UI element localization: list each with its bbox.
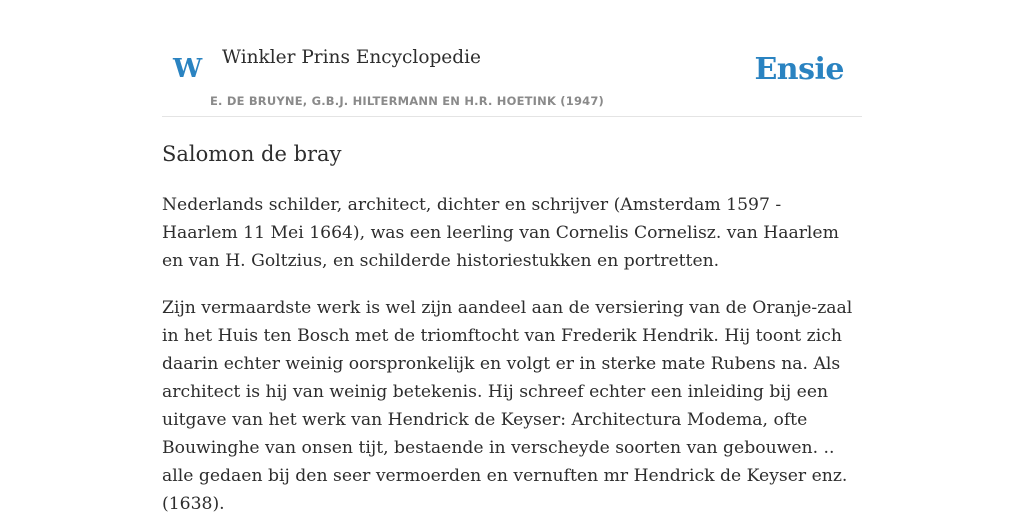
article-paragraph: Zijn vermaardste werk is wel zijn aandeel aan de versiering van de Oranje-zaal in het Huis ten Bosch met de triomftocht van Frederik Hendrik. Hij toont zich daarin echter weinig oorspronkelijk en volgt er in sterke mate Rubens na. Als architect is hij van weinig betekenis. Hij schreef echter een inleiding bij een uitgave van het werk van Hendrick de Keyser: Architectura Modema, ofte Bouwinghe van onsen tijt, bestaende in verscheyde soorten van gebouwen. .. alle gedaen bij den seer vermoerden en vernuften mr Hendrick de Keyser enz. (1638). xyxy=(162,298,853,512)
article-body xyxy=(162,191,862,512)
ensie-logo[interactable]: Ensie xyxy=(754,52,844,87)
article-title: Salomon de bray xyxy=(162,142,342,166)
source-header xyxy=(162,0,862,117)
source-title[interactable]: Winkler Prins Encyclopedie xyxy=(222,47,481,68)
article xyxy=(162,138,862,512)
source-authors: E. DE BRUYNE, G.B.J. HILTERMANN EN H.R. HOETINK (1947) xyxy=(210,94,605,108)
article-paragraph: Nederlands schilder, architect, dichter en schrijver (Amsterdam 1597 - Haarlem 11 Mei 1664), was een leerling van Cornelis Cornelisz. van Haarlem en van H. Goltzius, en schilderde historiestukken en portretten. xyxy=(162,195,839,271)
winkler-prins-logo[interactable]: W xyxy=(173,54,203,84)
